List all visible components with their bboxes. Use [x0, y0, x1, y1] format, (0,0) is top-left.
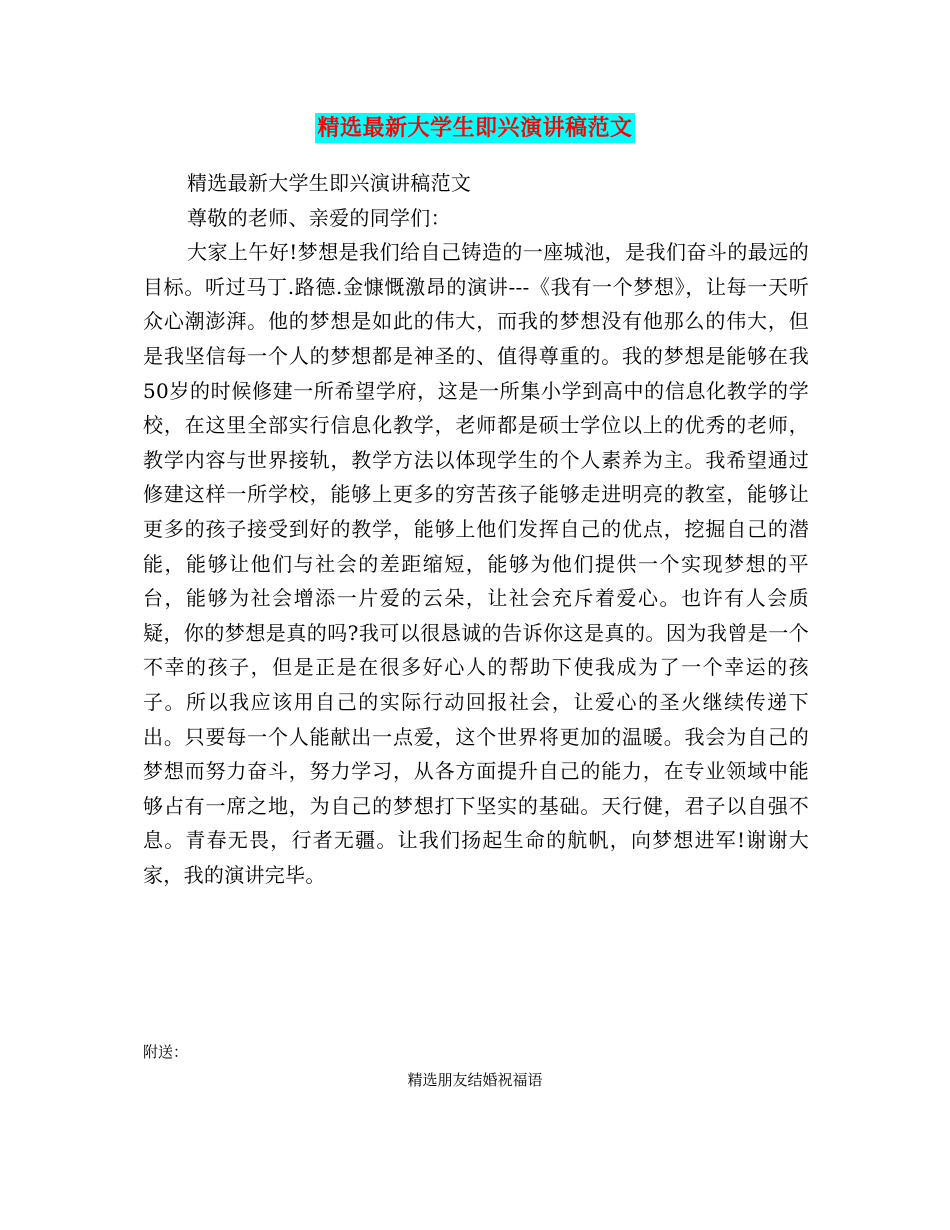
- document-greeting: 尊敬的老师、亲爱的同学们：: [187, 205, 451, 230]
- title-container: [0, 113, 950, 143]
- document-title: 精选最新大学生即兴演讲稿范文: [317, 115, 633, 141]
- document-body: [143, 166, 809, 892]
- appendix-label: 附送：: [143, 1043, 189, 1061]
- related-article-title: 精选朋友结婚祝福语: [407, 1071, 543, 1089]
- speech-paragraph: 大家上午好!梦想是我们给自己铸造的一座城池，是我们奋斗的最远的目标。听过马丁.路德.金慷慨激昂的演讲---《我有一个梦想》，让每一天听众心潮澎湃。他的梦想是如此的伟大，而我的梦想没有他那么的伟大，但是我坚信每一个人的梦想都是神圣的、值得尊重的。我的梦想是能够在我50岁的时候修建一所希望学府，这是一所集小学到高中的信息化教学的学校，在这里全部实行信息化教学，老师都是硕士学位以上的优秀的老师，教学内容与世界接轨，教学方法以体现学生的个人素养为主。我希望通过修建这样一所学校，能够上更多的穷苦孩子能够走进明亮的教室，能够让更多的孩子接受到好的教学，能够上他们发挥自己的优点，挖掘自己的潜能，能够让他们与社会的差距缩短，能够为他们提供一个实现梦想的平台，能够为社会增添一片爱的云朵，让社会充斥着爱心。也许有人会质疑，你的梦想是真的吗?我可以很恳诚的告诉你这是真的。因为我曾是一个不幸的孩子，但是正是在很多好心人的帮助下使我成为了一个幸运的孩子。所以我应该用自己的实际行动回报社会，让爱心的圣火继续传递下出。只要每一个人能献出一点爱，这个世界将更加的温暖。我会为自己的梦想而努力奋斗，努力学习，从各方面提升自己的能力，在专业领域中能够占有一席之地，为自己的梦想打下坚实的基础。天行健，君子以自强不息。青春无畏，行者无疆。让我们扬起生命的航帆，向梦想进军!谢谢大家，我的演讲完毕。: [143, 240, 809, 887]
- document-subtitle: 精选最新大学生即兴演讲稿范文: [187, 171, 472, 195]
